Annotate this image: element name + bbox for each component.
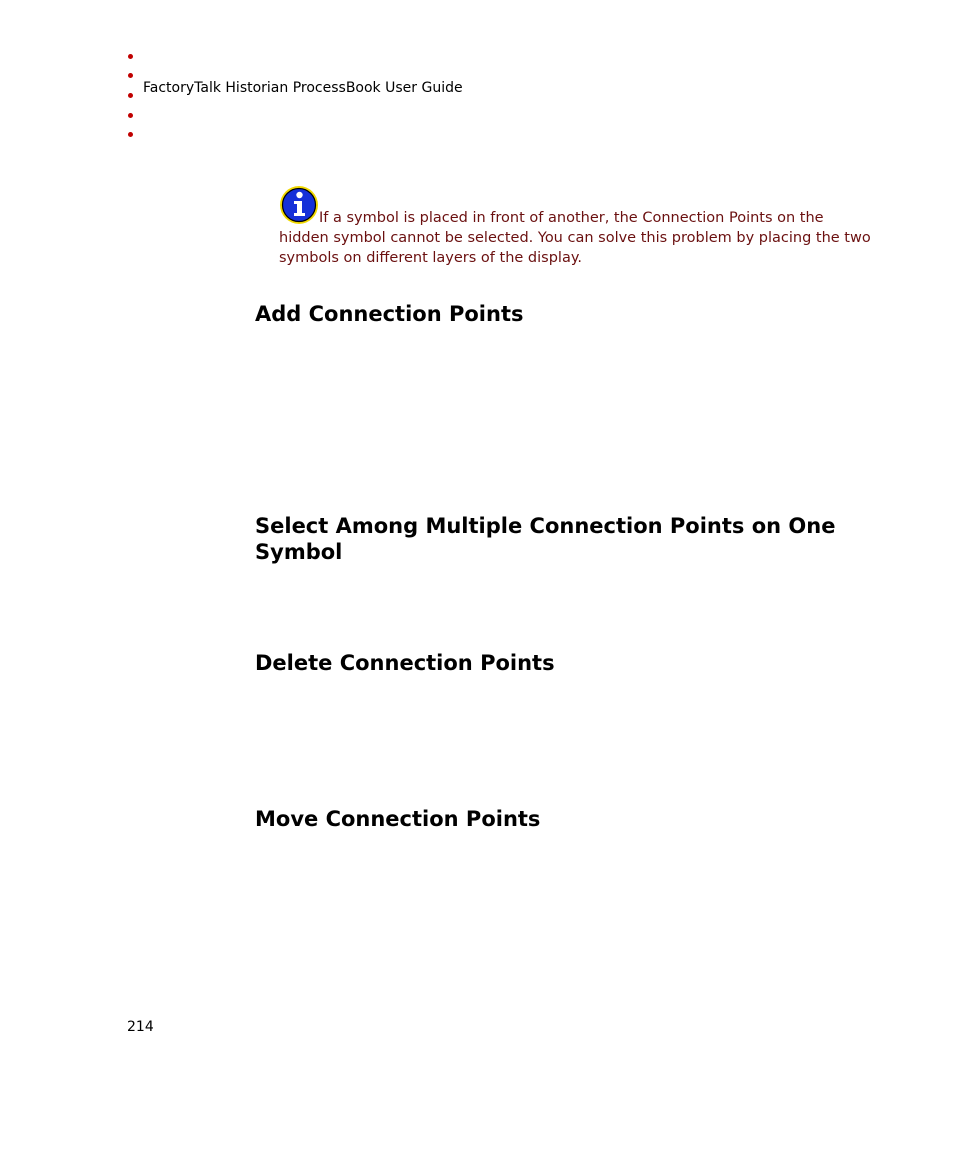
bullet-dot — [128, 93, 133, 98]
section-heading-move-connection-points: Move Connection Points — [255, 807, 541, 831]
page-number: 214 — [127, 1019, 154, 1035]
note-text: If a symbol is placed in front of another, the Connection Points on the hidden symbol cannot be selected. You can solve this problem by placing the two symbols on different layers of the display. — [279, 210, 871, 266]
bullet-dot — [128, 73, 133, 78]
info-note — [279, 185, 875, 268]
bullet-dot — [128, 54, 133, 59]
running-header: FactoryTalk Historian ProcessBook User Guide — [143, 80, 463, 96]
bullet-dot — [128, 132, 133, 137]
section-heading-delete-connection-points: Delete Connection Points — [255, 651, 555, 675]
bullet-dot — [128, 113, 133, 118]
section-heading-select-among-multiple: Select Among Multiple Connection Points on One Symbol — [255, 514, 836, 564]
info-icon — [279, 185, 319, 225]
section-heading-add-connection-points: Add Connection Points — [255, 302, 524, 326]
